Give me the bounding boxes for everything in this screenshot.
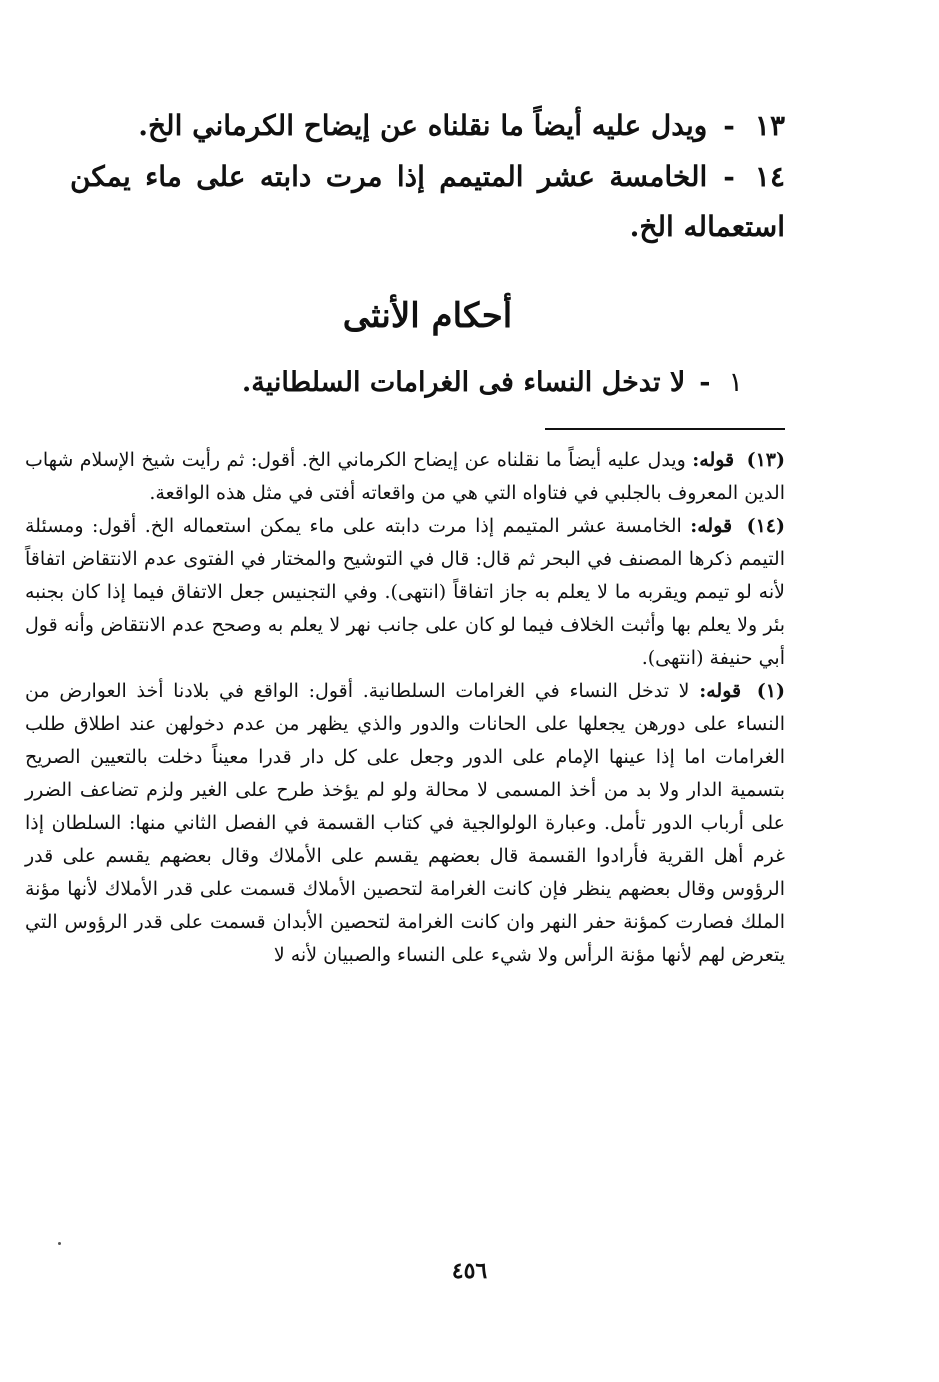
main-item-14 <box>70 152 785 252</box>
footnote-14 <box>25 510 785 675</box>
scan-speck <box>58 1242 61 1245</box>
footnote-text: الخامسة عشر المتيمم إذا مرت دابته على ماء يمكن استعماله الخ. أقول: ومسئلة التيمم ذكرها المصنف في البحر ثم قال: قال في التوشيح والمختار في الفتوى عدم الانتقاض اتفاقاً لأنه لو تيمم ويقربه ما لا يعلم به جاز اتفاقاً (انتهى). وفي التجنيس جعل الاتفاق فيما إذا كان بجنبه بئر ولا يعلم بها وأثبت الخلاف فيما لو كان على جانب نهر لا يعلم به وصحح عدم الانتقاض وأنه قول أبي حنيفة (انتهى). <box>25 515 785 669</box>
footnote-keyword: قوله: <box>690 515 733 537</box>
item-number: ١ <box>728 367 743 398</box>
footnote-text: ويدل عليه أيضاً ما نقلناه عن إيضاح الكرماني الخ. أقول: ثم رأيت شيخ الإسلام شهاب الدين المعروف بالجلبي في فتاواه التي هي من واقعاته أفتى في مثل هذه الواقعة. <box>25 449 785 504</box>
page-number: ٤٥٦ <box>451 1258 488 1284</box>
footnote-separator <box>545 428 785 430</box>
item-dash: - <box>723 160 735 193</box>
footnote-1 <box>25 675 785 972</box>
footnote-ref: (١) <box>756 680 785 702</box>
footnote-text: لا تدخل النساء في الغرامات السلطانية. أقول: الواقع في بلادنا أخذ العوارض من النساء على دورهن يجعلها على الحانات والدور والذي يظهر من عدم دخولهن عند اطلاق طلب الغرامات اما إذا عينها الإمام على الدور وجعل على كل دار قدرا معيناً دخلت بالتعيين الصريح بتسمية الدار ولا بد من أخذ المسمى لا محالة ولو لم يؤخذ طرح على الغير ولزم تضاعف الضرر على أرباب الدور تأمل. وعبارة الولوالجية في كتاب القسمة في الفصل الثاني منها: السلطان إذا غرم أهل القرية فأرادوا القسمة قال بعضهم يقسم على الأملاك وقال بعضهم يقسم على قدر الرؤوس وقال بعضهم ينظر فإن كانت الغرامة لتحصين الأملاك قسمت على قدر الأملاك لأنها مؤنة الملك فصارت كمؤنة حفر النهر وان كانت الغرامة لتحصين الأبدان قسمت على قدر الرؤوس التي يتعرض لهم لأنها مؤنة الرأس ولا شيء على النساء والصبيان لأنه لا <box>25 680 785 966</box>
footnote-13 <box>25 444 785 510</box>
main-item-13 <box>70 100 785 152</box>
page-body <box>25 100 785 972</box>
section-item-1 <box>70 358 785 408</box>
footnote-keyword: قوله: <box>692 449 735 471</box>
footnote-ref: (١٣) <box>746 449 785 471</box>
item-number: ١٤ <box>754 160 785 193</box>
section-title: أحكام الأنثى <box>342 296 513 336</box>
item-text: ويدل عليه أيضاً ما نقلناه عن إيضاح الكرماني الخ. <box>138 109 708 142</box>
item-number: ١٣ <box>754 109 785 142</box>
footnote-ref: (١٤) <box>746 515 785 537</box>
item-dash: - <box>699 367 711 398</box>
item-text: لا تدخل النساء فى الغرامات السلطانية. <box>241 367 686 398</box>
item-dash: - <box>723 109 735 142</box>
item-text: الخامسة عشر المتيمم إذا مرت دابته على ماء يمكن استعماله الخ. <box>70 160 785 243</box>
footnotes <box>25 444 785 972</box>
footnote-keyword: قوله: <box>699 680 742 702</box>
